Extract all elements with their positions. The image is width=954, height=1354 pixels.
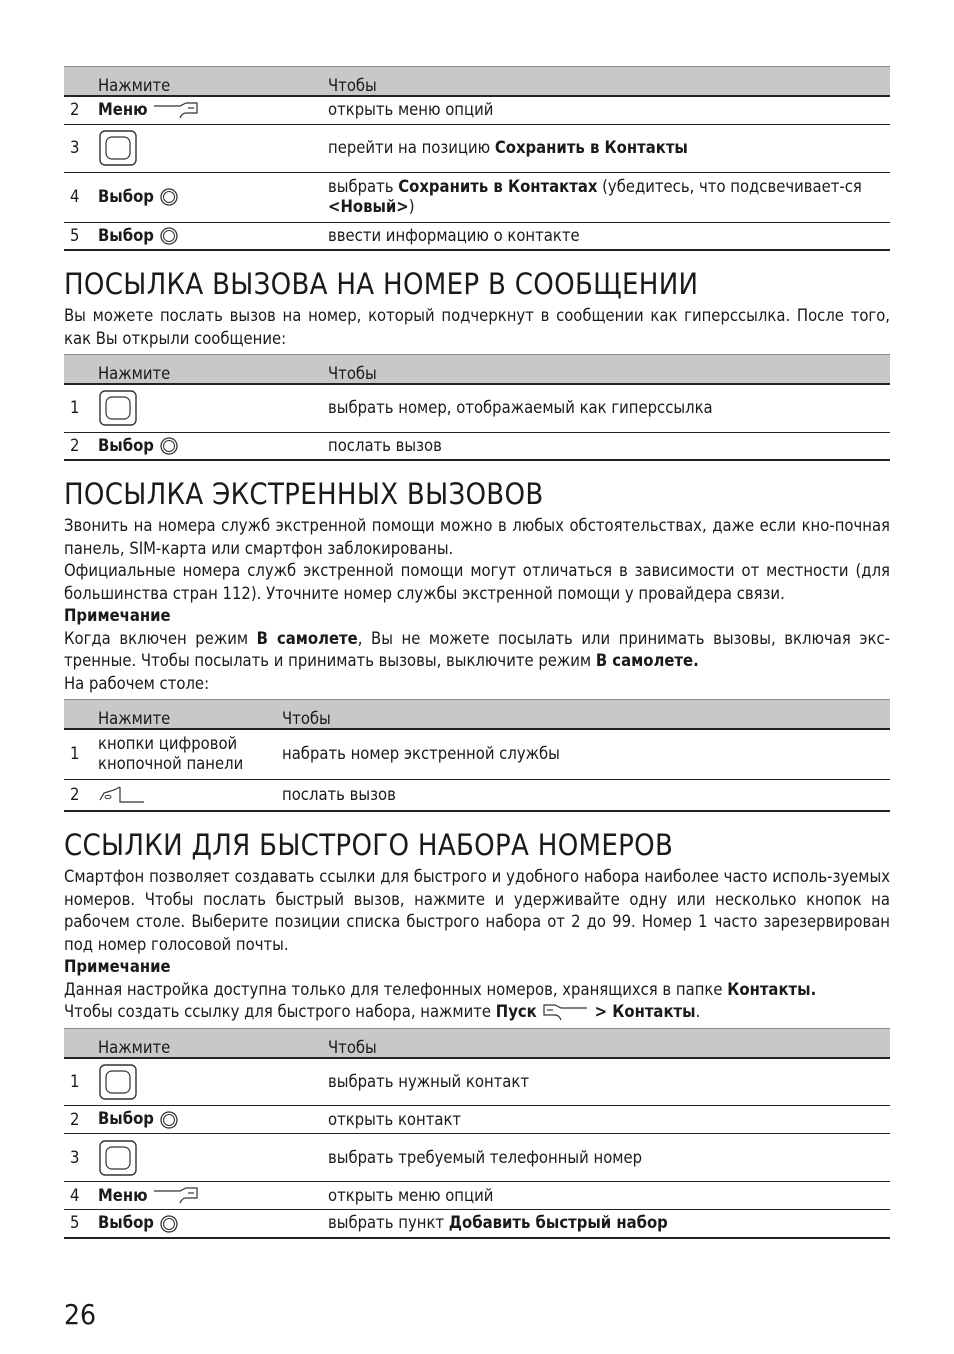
table-row bbox=[64, 124, 890, 172]
steps-table-speed-dial bbox=[64, 1028, 890, 1239]
table-row bbox=[64, 1134, 890, 1182]
note-text-part: , Вы не можете посылать или принимать вызовы, включая экс-тренные. Чтобы посылать и принимать вызовы, выключите режим bbox=[64, 628, 890, 670]
select-key-label: Выбор bbox=[98, 186, 154, 206]
note-text bbox=[64, 979, 890, 1002]
action-text: выбрать пункт bbox=[328, 1213, 449, 1233]
keypad-label-line: кнопки цифровой bbox=[98, 734, 238, 754]
select-button-icon bbox=[159, 1214, 179, 1234]
table-header-to: Чтобы bbox=[324, 67, 890, 97]
note-title: Примечание bbox=[64, 606, 171, 625]
note-text-part: . bbox=[810, 979, 817, 999]
menu-key-label: Меню bbox=[98, 100, 148, 120]
start-softkey-icon bbox=[541, 1004, 589, 1022]
action-target: Сохранить в Контактах bbox=[398, 177, 598, 196]
table-header-blank bbox=[64, 67, 94, 97]
step-number: 3 bbox=[64, 1134, 94, 1182]
step-key bbox=[94, 96, 324, 124]
select-key-label: Выбор bbox=[98, 1109, 154, 1129]
step-number: 1 bbox=[64, 1058, 94, 1106]
table-header-press: Нажмите bbox=[94, 355, 324, 385]
instruction-text: Чтобы создать ссылку для быстрого набора, нажмите bbox=[64, 1002, 496, 1021]
table-row bbox=[64, 222, 890, 250]
action-text: выбрать bbox=[328, 177, 399, 196]
table-row bbox=[64, 384, 890, 432]
step-action: ввести информацию о контакте bbox=[324, 222, 890, 250]
note-text-part: Когда включен режим bbox=[64, 628, 257, 648]
step-number: 1 bbox=[64, 729, 94, 779]
table-header-row bbox=[64, 67, 890, 97]
step-number: 2 bbox=[64, 432, 94, 460]
note-text-part: . bbox=[693, 651, 699, 670]
step-key bbox=[94, 172, 324, 222]
navigation-pad-icon bbox=[98, 1063, 138, 1101]
step-key bbox=[94, 729, 278, 779]
call-button-icon bbox=[98, 785, 146, 805]
step-action: послать вызов bbox=[324, 432, 890, 460]
table-row bbox=[64, 172, 890, 222]
action-text: ) bbox=[408, 197, 415, 216]
step-action: послать вызов bbox=[278, 779, 890, 811]
table-header-to: Чтобы bbox=[278, 700, 890, 730]
table-row bbox=[64, 779, 890, 811]
step-key bbox=[94, 1058, 324, 1106]
select-button-icon bbox=[159, 226, 179, 246]
select-key-label: Выбор bbox=[98, 435, 154, 455]
step-number: 3 bbox=[64, 124, 94, 172]
step-key bbox=[94, 222, 324, 250]
step-number: 4 bbox=[64, 172, 94, 222]
menu-key-label: Меню bbox=[98, 1185, 148, 1205]
navigation-pad-icon bbox=[98, 389, 138, 427]
start-key-label: Пуск bbox=[495, 1002, 537, 1021]
section-title-speed-dial: ССЫЛКИ ДЛЯ БЫСТРОГО НАБОРА НОМЕРОВ bbox=[64, 828, 674, 862]
step-action: набрать номер экстренной службы bbox=[278, 729, 890, 779]
select-key-label: Выбор bbox=[98, 225, 154, 245]
step-number: 5 bbox=[64, 222, 94, 250]
note-title: Примечание bbox=[64, 957, 171, 976]
steps-table-save-contact bbox=[64, 66, 890, 251]
action-text: перейти на позицию bbox=[328, 138, 495, 157]
menu-softkey-icon bbox=[152, 102, 200, 120]
step-number: 2 bbox=[64, 779, 94, 811]
navigation-pad-icon bbox=[98, 129, 138, 167]
section-title-call-from-message: ПОСЫЛКА ВЫЗОВА НА НОМЕР В СООБЩЕНИИ bbox=[64, 267, 699, 301]
table-row bbox=[64, 1210, 890, 1238]
table-row bbox=[64, 1106, 890, 1134]
step-action: выбрать номер, отображаемый как гиперссылка bbox=[324, 384, 890, 432]
menu-softkey-icon bbox=[152, 1187, 200, 1205]
step-key bbox=[94, 1106, 324, 1134]
section-paragraph: Смартфон позволяет создавать ссылки для быстрого и удобного набора наиболее часто исполь-зуемых номеров. Чтобы послать быстрый вызов, нажмите и удерживайте одну или несколько кнопок на рабочем столе. Выберите позиции списка быстрого набора от 2 до 99. Номер 1 часто зарезервирован под номер голосовой почты. bbox=[64, 867, 890, 954]
step-action bbox=[324, 172, 890, 222]
step-action bbox=[324, 124, 890, 172]
table-header-to: Чтобы bbox=[324, 1028, 890, 1058]
step-action: открыть меню опций bbox=[324, 1182, 890, 1210]
select-key-label: Выбор bbox=[98, 1213, 154, 1232]
step-action: выбрать нужный контакт bbox=[324, 1058, 890, 1106]
step-number: 4 bbox=[64, 1182, 94, 1210]
note-mode-name: В самолете bbox=[256, 628, 358, 648]
section-paragraph: Звонить на номера служб экстренной помощи можно в любых обстоятельствах, даже если кно-почная панель, SIM-карта или смартфон заблокированы. bbox=[64, 516, 890, 558]
steps-table-emergency bbox=[64, 699, 890, 812]
action-text: (убедитесь, что подсвечивает-ся bbox=[597, 177, 862, 196]
step-action: выбрать требуемый телефонный номер bbox=[324, 1134, 890, 1182]
step-key bbox=[94, 124, 324, 172]
page-content bbox=[64, 66, 890, 1239]
note-text bbox=[64, 628, 890, 673]
select-button-icon bbox=[159, 436, 179, 456]
contacts-label: > Контакты bbox=[589, 1002, 696, 1021]
step-number: 2 bbox=[64, 96, 94, 124]
step-number: 2 bbox=[64, 1106, 94, 1134]
step-action: открыть меню опций bbox=[324, 96, 890, 124]
table-header-row bbox=[64, 1028, 890, 1058]
action-target: Добавить быстрый набор bbox=[448, 1213, 668, 1233]
step-key bbox=[94, 1182, 324, 1210]
section-intro: Вы можете послать вызов на номер, который подчеркнут в сообщении как гиперссылка. После того, как Вы открыли сообщение: bbox=[64, 306, 890, 348]
section-paragraph: Официальные номера служб экстренной помощи могут отличаться в зависимости от местности (для большинства стран 112). Уточните номер службы экстренной помощи у провайдера связи. bbox=[64, 561, 890, 603]
action-target: Сохранить в Контакты bbox=[494, 138, 688, 157]
table-header-press: Нажмите bbox=[94, 700, 278, 730]
table-header-blank bbox=[64, 355, 94, 385]
note-folder-name: Контакты bbox=[727, 979, 811, 999]
table-header-blank bbox=[64, 700, 94, 730]
action-target: <Новый> bbox=[328, 197, 409, 216]
step-action: открыть контакт bbox=[324, 1106, 890, 1134]
select-button-icon bbox=[159, 1110, 179, 1130]
table-header-row bbox=[64, 700, 890, 730]
select-button-icon bbox=[159, 187, 179, 207]
section-title-emergency-calls: ПОСЫЛКА ЭКСТРЕННЫХ ВЫЗОВОВ bbox=[64, 477, 544, 511]
page-number: 26 bbox=[64, 1298, 97, 1331]
table-header-row bbox=[64, 355, 890, 385]
step-action bbox=[324, 1210, 890, 1238]
step-number: 5 bbox=[64, 1210, 94, 1238]
table-row bbox=[64, 432, 890, 460]
note-text-part: Данная настройка доступна только для телефонных номеров, хранящихся в папке bbox=[64, 979, 728, 999]
table-header-to: Чтобы bbox=[324, 355, 890, 385]
table-row bbox=[64, 96, 890, 124]
step-key bbox=[94, 779, 278, 811]
step-key bbox=[94, 384, 324, 432]
table-header-blank bbox=[64, 1028, 94, 1058]
keypad-label-line: кнопочной панели bbox=[98, 754, 244, 774]
table-row bbox=[64, 1058, 890, 1106]
create-shortcut-text bbox=[64, 1001, 890, 1024]
table-row bbox=[64, 1182, 890, 1210]
note-mode-name: В самолете bbox=[595, 651, 694, 670]
table-row bbox=[64, 729, 890, 779]
instruction-text: . bbox=[695, 1002, 701, 1021]
table-header-press: Нажмите bbox=[94, 1028, 324, 1058]
steps-table-call-from-message bbox=[64, 354, 890, 461]
navigation-pad-icon bbox=[98, 1139, 138, 1177]
step-key bbox=[94, 1210, 324, 1238]
step-key bbox=[94, 432, 324, 460]
step-number: 1 bbox=[64, 384, 94, 432]
step-key bbox=[94, 1134, 324, 1182]
desktop-label: На рабочем столе: bbox=[64, 673, 210, 693]
table-header-press: Нажмите bbox=[94, 67, 324, 97]
